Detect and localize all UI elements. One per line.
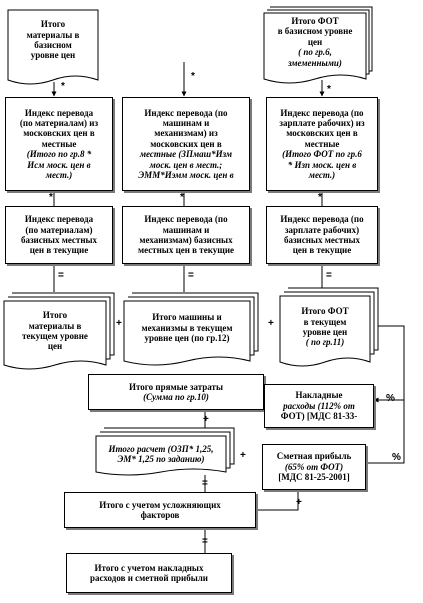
final-box bbox=[66, 553, 232, 593]
idx-bm-l2: (по материалам) bbox=[25, 224, 93, 235]
overhead-box bbox=[264, 384, 374, 428]
idx-bf-l4: цен в текущие bbox=[292, 245, 352, 256]
plus-direct-calc: + bbox=[203, 414, 209, 425]
idx-mm-l7: мест.) bbox=[45, 169, 73, 180]
idx-mm-l1: Индекс перевода bbox=[24, 107, 94, 118]
index-moscow-materials bbox=[5, 97, 113, 191]
final-l2: расходов и сметной прибыли bbox=[90, 573, 208, 583]
doc-materials-base bbox=[8, 10, 102, 86]
plus-calc-side: + bbox=[240, 450, 246, 461]
eq-calc: = bbox=[202, 478, 208, 489]
direct-l2: (Сумма по гр.10) bbox=[143, 392, 209, 402]
cur-m-l1: Итого bbox=[42, 310, 68, 321]
star-machines-top: * bbox=[191, 71, 195, 82]
idx-mf-l7: мест.) bbox=[308, 169, 336, 180]
idx-mf-l4: местные bbox=[304, 138, 340, 149]
fot-base-line-1: Итого ФОТ bbox=[291, 16, 339, 27]
eq-final: = bbox=[202, 536, 208, 547]
cur-m-l2: материалы в bbox=[28, 320, 82, 331]
index-moscow-fot bbox=[266, 97, 378, 191]
doc-fot-base bbox=[264, 7, 374, 85]
direct-l1: Итого прямые затраты bbox=[128, 381, 223, 392]
idx-mm-l3: московских цен в bbox=[23, 128, 95, 139]
cur-mac-l3: уровне цен (по гр.12) bbox=[144, 333, 230, 344]
idx-mm-l6: Исм моск. цен в bbox=[27, 159, 91, 170]
percent-profit: % bbox=[392, 452, 401, 463]
idx-mf-l5: (Итого ФОТ по гр.6 bbox=[282, 149, 362, 160]
star-fot-top: * bbox=[327, 84, 331, 95]
plus-profit: + bbox=[296, 497, 302, 508]
index-base-fot bbox=[266, 206, 378, 264]
cur-m-l3: текущем уровне bbox=[22, 331, 88, 341]
idx-bm-l4: цен в текущие bbox=[29, 245, 89, 256]
idx-bf-l2: зарплате рабочих) bbox=[284, 224, 360, 235]
idx-bf-l3: базисных местных bbox=[283, 235, 361, 245]
cur-mac-l2: механизмы в текущем bbox=[141, 322, 233, 333]
profit-l1: Сметная прибыль bbox=[276, 451, 352, 462]
idx-mf-l1: Индекс перевода (по bbox=[280, 107, 364, 118]
idx-mf-l2: зарплате рабочих) из bbox=[279, 118, 365, 129]
star-machines-mid: * bbox=[180, 192, 184, 203]
idx-mm-l5: (Итого по гр.8 * bbox=[26, 149, 92, 160]
idx-bmac-l4: местных цен в текущие bbox=[137, 245, 235, 256]
star-materials-mid: * bbox=[49, 192, 53, 203]
idx-mmac-l5: местные (ЗПмаш*Изм bbox=[139, 149, 233, 160]
idx-mmac-l1: Индекс перевода (по bbox=[144, 107, 228, 118]
eq-fot: = bbox=[326, 270, 332, 281]
plus-machines-fot: + bbox=[268, 318, 274, 329]
idx-bmac-l1: Индекс перевода (по bbox=[144, 214, 228, 225]
idx-mmac-l3: механизмам) из bbox=[154, 128, 218, 139]
materials-base-line-3: базисном bbox=[34, 40, 72, 50]
profit-l2: (65% от ФОТ) bbox=[284, 461, 344, 472]
cur-mac-l1: Итого машины и bbox=[152, 312, 222, 323]
profit-l3: [МДС 81-25-2001] bbox=[278, 472, 350, 483]
profit-connector bbox=[256, 490, 298, 510]
eq-materials: = bbox=[58, 270, 64, 281]
cur-f-l3: уровне цен bbox=[302, 327, 348, 337]
idx-mmac-l6: моск. цен в мест.; bbox=[149, 159, 223, 170]
fot-base-line-3: цен bbox=[307, 36, 323, 47]
compl-l1: Итого с учетом усложняющих bbox=[99, 499, 221, 510]
doc-machines-current bbox=[124, 293, 260, 369]
plus-materials-machines: + bbox=[116, 318, 122, 329]
materials-base-line-2: материалы в bbox=[26, 29, 80, 40]
idx-mmac-l4: московских цен в bbox=[150, 138, 222, 149]
doc-materials-current bbox=[4, 293, 116, 373]
star-fot-mid: * bbox=[318, 192, 322, 203]
percent-overhead: % bbox=[386, 393, 395, 404]
idx-bmac-l3: механизмам) базисных bbox=[139, 235, 233, 245]
idx-mf-l3: московских цен в bbox=[286, 128, 358, 139]
index-moscow-machines bbox=[122, 97, 250, 191]
eq-machines: = bbox=[188, 270, 194, 281]
final-l1: Итого с учетом накладных bbox=[94, 562, 204, 573]
overhead-l2: расходы (112% от bbox=[283, 400, 355, 411]
idx-bmac-l2: машинам и bbox=[162, 224, 210, 235]
cur-f-l4: ( по гр.11) bbox=[305, 337, 345, 348]
materials-base-line-4: уровне цен bbox=[30, 50, 76, 61]
idx-bf-l1: Индекс перевода (по bbox=[280, 214, 364, 225]
cur-m-l4: цен bbox=[47, 341, 63, 352]
doc-fot-current bbox=[280, 288, 380, 372]
overhead-l1: Накладные bbox=[295, 390, 343, 401]
doc-calc bbox=[96, 428, 236, 480]
idx-mmac-l7: ЭММ*Иэмм моск. цен в bbox=[138, 169, 234, 180]
idx-mf-l6: * Изп моск. цен в bbox=[287, 159, 357, 170]
compl-l2: факторов bbox=[140, 510, 180, 520]
index-base-machines bbox=[122, 206, 250, 264]
cur-f-l1: Итого ФОТ bbox=[301, 306, 349, 317]
overhead-l3: ФОТ) [МДС 81-33- bbox=[280, 411, 358, 422]
idx-mmac-l2: машинам и bbox=[162, 118, 210, 129]
fot-base-line-5: змеменными) bbox=[288, 57, 342, 68]
star-materials-top: * bbox=[61, 81, 65, 92]
idx-bm-l1: Индекс перевода bbox=[24, 214, 94, 225]
idx-bm-l3: базисных местных bbox=[20, 235, 98, 245]
fot-base-line-4: ( по гр.6, bbox=[298, 47, 332, 58]
fot-base-line-2: в базисном уровне bbox=[277, 26, 353, 37]
profit-box bbox=[262, 444, 366, 490]
index-base-materials bbox=[5, 206, 113, 264]
calc-l2: ЭМ* 1,25 по заданию) bbox=[117, 454, 205, 464]
complicating-box bbox=[64, 492, 256, 528]
materials-base-line-1: Итого bbox=[40, 19, 66, 30]
idx-mm-l2: (по материалам) из bbox=[19, 118, 99, 129]
idx-mm-l4: местные bbox=[41, 138, 77, 149]
cur-f-l2: в текущем bbox=[303, 316, 347, 327]
calc-l1: Итого расчет (ОЗП* 1,25, bbox=[108, 443, 214, 454]
direct-costs bbox=[88, 374, 264, 410]
